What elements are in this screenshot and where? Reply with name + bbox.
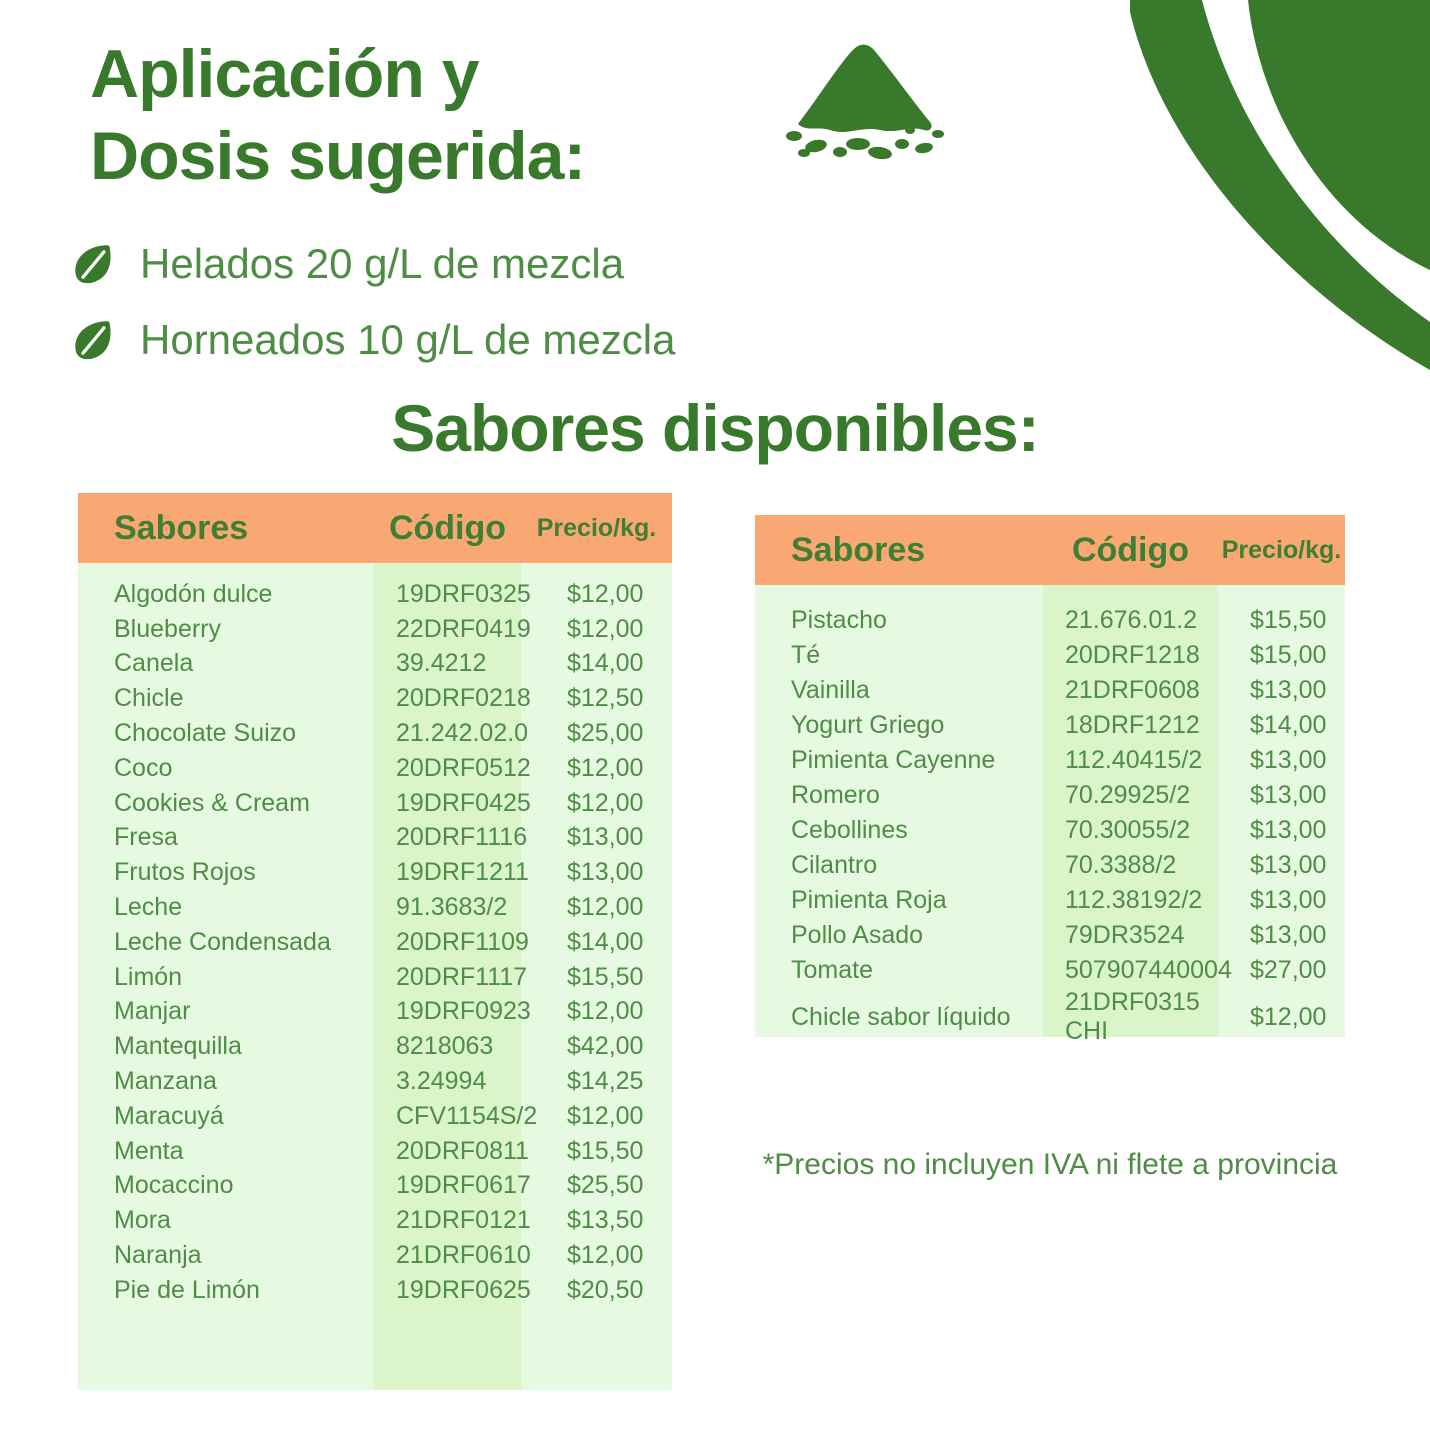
flavor-name: Leche Condensada (114, 927, 331, 956)
flavor-price: $14,00 (1250, 711, 1327, 739)
dosage-item-label: Helados 20 g/L de mezcla (140, 240, 625, 287)
flavor-name: Tomate (791, 956, 873, 984)
flavor-code: 18DRF1212 (1065, 711, 1200, 739)
column-header-codigo: Código (1071, 530, 1190, 569)
flavor-price: $12,00 (567, 1101, 644, 1130)
flavor-price: $14,25 (567, 1067, 644, 1096)
table-row (755, 603, 1345, 638)
flavor-code: 3.24994 (396, 1067, 487, 1096)
table-row (78, 681, 672, 716)
flavor-name: Fresa (114, 823, 178, 852)
flavor-price: $27,00 (1250, 956, 1327, 984)
flavor-price: $12,00 (567, 614, 644, 643)
leaf-bullet-icon (72, 242, 116, 286)
flavor-code: 19DRF1211 (396, 858, 529, 887)
dosage-item (72, 316, 675, 364)
flavor-price: $14,00 (567, 649, 644, 678)
table-row (755, 848, 1345, 883)
flavor-price: $13,00 (567, 858, 644, 887)
flavor-price: $25,00 (567, 719, 644, 748)
table-row (78, 925, 672, 960)
table-row (755, 813, 1345, 848)
table-header (78, 493, 672, 563)
flavor-name: Canela (114, 649, 194, 678)
flavor-name: Té (791, 641, 821, 669)
flavor-price: $12,00 (567, 1241, 644, 1270)
flavor-code: 21.676.01.2 (1065, 606, 1198, 634)
flavor-name: Leche (114, 893, 183, 922)
flavor-name: Cebollines (791, 816, 908, 844)
flavor-code: 79DR3524 (1065, 921, 1185, 949)
flavor-code: 22DRF0419 (396, 614, 531, 643)
flavor-name: Yogurt Griego (791, 711, 945, 739)
flavor-price: $12,00 (1250, 1002, 1327, 1031)
dosage-list (72, 240, 675, 392)
flavor-name: Pimienta Roja (791, 886, 947, 914)
table-row (78, 786, 672, 821)
table-row (78, 960, 672, 995)
table-row (78, 751, 672, 786)
flavor-price: $13,50 (567, 1206, 644, 1235)
flavor-price: $13,00 (1250, 746, 1327, 774)
flavor-code: 507907440004 (1065, 956, 1232, 984)
column-header-precio: Precio/kg. (536, 513, 657, 542)
table-row (78, 821, 672, 856)
flavor-name: Chicle sabor líquido (791, 1002, 1011, 1031)
flavor-price: $13,00 (1250, 781, 1327, 809)
flavor-price: $15,00 (1250, 641, 1327, 669)
flavor-code: 91.3683/2 (396, 893, 508, 922)
table-row (78, 716, 672, 751)
table-row (78, 577, 672, 612)
table-row (755, 883, 1345, 918)
flavor-price: $25,50 (567, 1171, 644, 1200)
table-body (755, 585, 1345, 1045)
flavor-price: $12,00 (567, 893, 644, 922)
flavor-code: 20DRF1109 (396, 927, 529, 956)
table-row (755, 673, 1345, 708)
flavor-name: Maracuyá (114, 1101, 224, 1130)
page-title-line2: Dosis sugerida: (90, 117, 586, 194)
flavor-code: 70.30055/2 (1065, 816, 1191, 844)
flavor-name: Vainilla (791, 676, 870, 704)
flavor-name: Mora (114, 1206, 171, 1235)
flavor-price: $12,00 (567, 788, 644, 817)
flavor-code: 70.3388/2 (1065, 851, 1177, 879)
table-row (78, 647, 672, 682)
flavor-code: 19DRF0617 (396, 1171, 531, 1200)
flavor-price: $13,00 (1250, 886, 1327, 914)
flavor-name: Mocaccino (114, 1171, 234, 1200)
table-row (78, 1064, 672, 1099)
table-row (78, 1238, 672, 1273)
flavor-name: Manzana (114, 1067, 217, 1096)
flavor-name: Chicle (114, 684, 184, 713)
table-body (78, 563, 672, 1390)
table-row (78, 855, 672, 890)
flavor-price: $13,00 (1250, 851, 1327, 879)
flavor-name: Pollo Asado (791, 921, 924, 949)
flavor-name: Cilantro (791, 851, 878, 879)
flavor-code: CFV1154S/2 (396, 1101, 538, 1130)
dosage-item (72, 240, 675, 288)
table-row (755, 708, 1345, 743)
table-row (78, 1134, 672, 1169)
page-title (90, 34, 585, 197)
table-row (78, 612, 672, 647)
table-row (78, 1203, 672, 1238)
flavor-code: 21DRF0608 (1065, 676, 1200, 704)
table-row (78, 1029, 672, 1064)
flavor-name: Pimienta Cayenne (791, 746, 996, 774)
flavor-name: Limón (114, 962, 183, 991)
leaf-bullet-icon (72, 318, 116, 362)
table-header (755, 515, 1345, 585)
flavor-code: 19DRF0325 (396, 579, 531, 608)
flavor-name: Frutos Rojos (114, 858, 256, 887)
flavors-table-right (755, 515, 1345, 1045)
flavor-name: Naranja (114, 1241, 202, 1270)
column-header-sabores: Sabores (114, 508, 249, 547)
flavor-price: $42,00 (567, 1032, 644, 1061)
flavor-code: 21DRF0610 (396, 1241, 531, 1270)
flavor-code: 8218063 (396, 1032, 494, 1061)
flavor-name: Blueberry (114, 614, 221, 643)
flavor-price: $15,50 (567, 962, 644, 991)
flavor-code: 21DRF0315 CHI (1065, 988, 1200, 1045)
flavor-code: 19DRF0425 (396, 788, 531, 817)
flavor-name: Algodón dulce (114, 579, 273, 608)
table-row (755, 953, 1345, 988)
flavor-name: Coco (114, 753, 173, 782)
flavor-code: 39.4212 (396, 649, 487, 678)
powder-pile-icon (782, 36, 944, 162)
flavor-name: Pie de Limón (114, 1275, 260, 1304)
flavor-price: $13,00 (1250, 816, 1327, 844)
corner-ribbon-decoration (1128, 0, 1430, 432)
table-row (755, 988, 1345, 1045)
column-header-precio: Precio/kg. (1221, 535, 1342, 564)
table-row (78, 1273, 672, 1308)
flavor-code: 70.29925/2 (1065, 781, 1191, 809)
flavors-heading: Sabores disponibles: (391, 391, 1039, 465)
column-header-codigo: Código (388, 508, 507, 547)
table-row (755, 918, 1345, 953)
flavors-table-left (78, 493, 672, 1390)
flavor-price: $13,00 (1250, 921, 1327, 949)
flavor-price: $12,00 (567, 753, 644, 782)
flavor-code: 20DRF0512 (396, 753, 531, 782)
flavor-price: $12,50 (567, 684, 644, 713)
flavor-price: $13,00 (1250, 676, 1327, 704)
table-row (78, 1099, 672, 1134)
column-header-sabores: Sabores (791, 530, 926, 569)
flavor-name: Manjar (114, 997, 191, 1026)
flavor-name: Menta (114, 1136, 184, 1165)
table-row (755, 638, 1345, 673)
flavor-name: Pistacho (791, 606, 887, 634)
flavor-price: $13,00 (567, 823, 644, 852)
page-title-line1: Aplicación y (90, 36, 479, 112)
flavor-code: 20DRF0218 (396, 684, 531, 713)
flavor-code: 112.40415/2 (1065, 746, 1203, 774)
flavor-price: $12,00 (567, 997, 644, 1026)
flavor-code: 20DRF1116 (396, 823, 528, 852)
table-row (755, 778, 1345, 813)
flavor-code: 19DRF0625 (396, 1275, 531, 1304)
table-row (78, 1169, 672, 1204)
flavor-name: Chocolate Suizo (114, 719, 297, 748)
flavor-price: $15,50 (567, 1136, 644, 1165)
flavor-price: $12,00 (567, 579, 644, 608)
flavor-code: 20DRF0811 (396, 1136, 529, 1165)
table-row (78, 890, 672, 925)
table-row (755, 743, 1345, 778)
dosage-item-label: Horneados 10 g/L de mezcla (140, 316, 676, 363)
flavor-code: 19DRF0923 (396, 997, 531, 1026)
flavor-code: 21.242.02.0 (396, 719, 529, 748)
flavor-price: $15,50 (1250, 606, 1327, 634)
flavor-code: 21DRF0121 (396, 1206, 531, 1235)
flavor-code: 112.38192/2 (1065, 886, 1203, 914)
flavor-name: Mantequilla (114, 1032, 242, 1061)
table-row (78, 995, 672, 1030)
flavor-price: $14,00 (567, 927, 644, 956)
flavor-code: 20DRF1117 (396, 962, 528, 991)
price-disclaimer: *Precios no incluyen IVA ni flete a provincia (762, 1148, 1338, 1181)
flavor-code: 20DRF1218 (1065, 641, 1200, 669)
flavor-price: $20,50 (567, 1275, 644, 1304)
flavor-name: Romero (791, 781, 880, 809)
flavor-name: Cookies & Cream (114, 788, 310, 817)
